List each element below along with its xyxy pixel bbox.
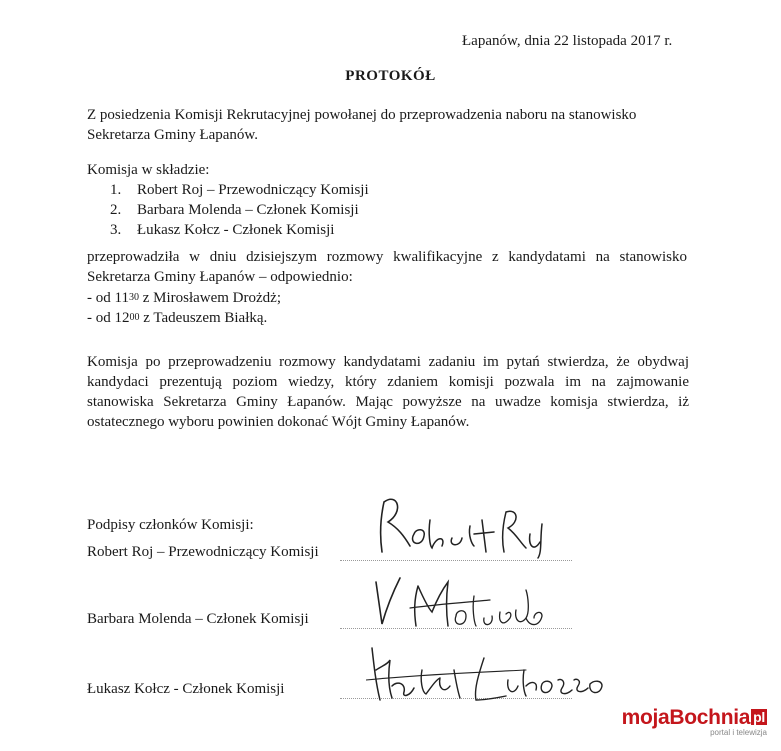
- watermark-logo: [622, 706, 767, 737]
- signature-chairman: [370, 490, 550, 560]
- conclusion-paragraph: Komisja po przeprowadzeniu rozmowy kandydatami zadaniu im pytań stwierdza, że obydwaj kandydaci prezentują poziom wiedzy, który zdaniem komisji pozwala im na zajmowanie stanowiska Sekretarza Gminy Łapanów. Mając powyższe na uwadze komisja stwierdza, iż ostatecznego wyboru powinien dokonać Wójt Gminy Łapanów.: [87, 354, 689, 430]
- interviews-line-2: Sekretarza Gminy Łapanów – odpowiednio:: [87, 269, 353, 285]
- document-title: PROTOKÓŁ: [345, 68, 436, 84]
- committee-member-list: [110, 180, 369, 240]
- document-date: Łapanów, dnia 22 listopada 2017 r.: [462, 33, 673, 49]
- schedule-item: - od $11^{30}$ z Mirosławem Drożdż;: [87, 290, 281, 306]
- signature-member-2: [366, 640, 616, 710]
- list-item: 2. Barbara Molenda – Członek Komisji: [110, 202, 359, 218]
- interview-schedule: [87, 288, 281, 328]
- signature-member-1: [370, 572, 560, 632]
- interviews-paragraph: [87, 247, 687, 287]
- signatures-label: Podpisy członków Komisji:: [87, 517, 254, 533]
- signature-name-chairman: Robert Roj – Przewodniczący Komisji: [87, 544, 319, 560]
- brand-tagline: portal i telewizja: [710, 728, 767, 737]
- interviews-line-1: przeprowadziła w dniu dzisiejszym rozmowy kwalifikacyjne z kandydatami na stanowisko: [87, 249, 687, 265]
- list-item: 3. Łukasz Kołcz - Członek Komisji: [110, 222, 335, 238]
- brand-name: mojaBochnia pl: [621, 706, 765, 729]
- schedule-item: - od $12^{00}$ z Tadeuszem Białką.: [87, 310, 268, 326]
- intro-paragraph: Z posiedzenia Komisji Rekrutacyjnej powołanej do przeprowadzenia naboru na stanowisko Sekretarza Gminy Łapanów.: [87, 107, 637, 143]
- signature-name-member-1: Barbara Molenda – Członek Komisji: [87, 611, 309, 627]
- signature-name-member-2: Łukasz Kołcz - Członek Komisji: [87, 681, 285, 697]
- signature-line: [340, 560, 572, 561]
- committee-heading: Komisja w składzie:: [87, 162, 210, 178]
- list-item: 1. Robert Roj – Przewodniczący Komisji: [110, 182, 369, 198]
